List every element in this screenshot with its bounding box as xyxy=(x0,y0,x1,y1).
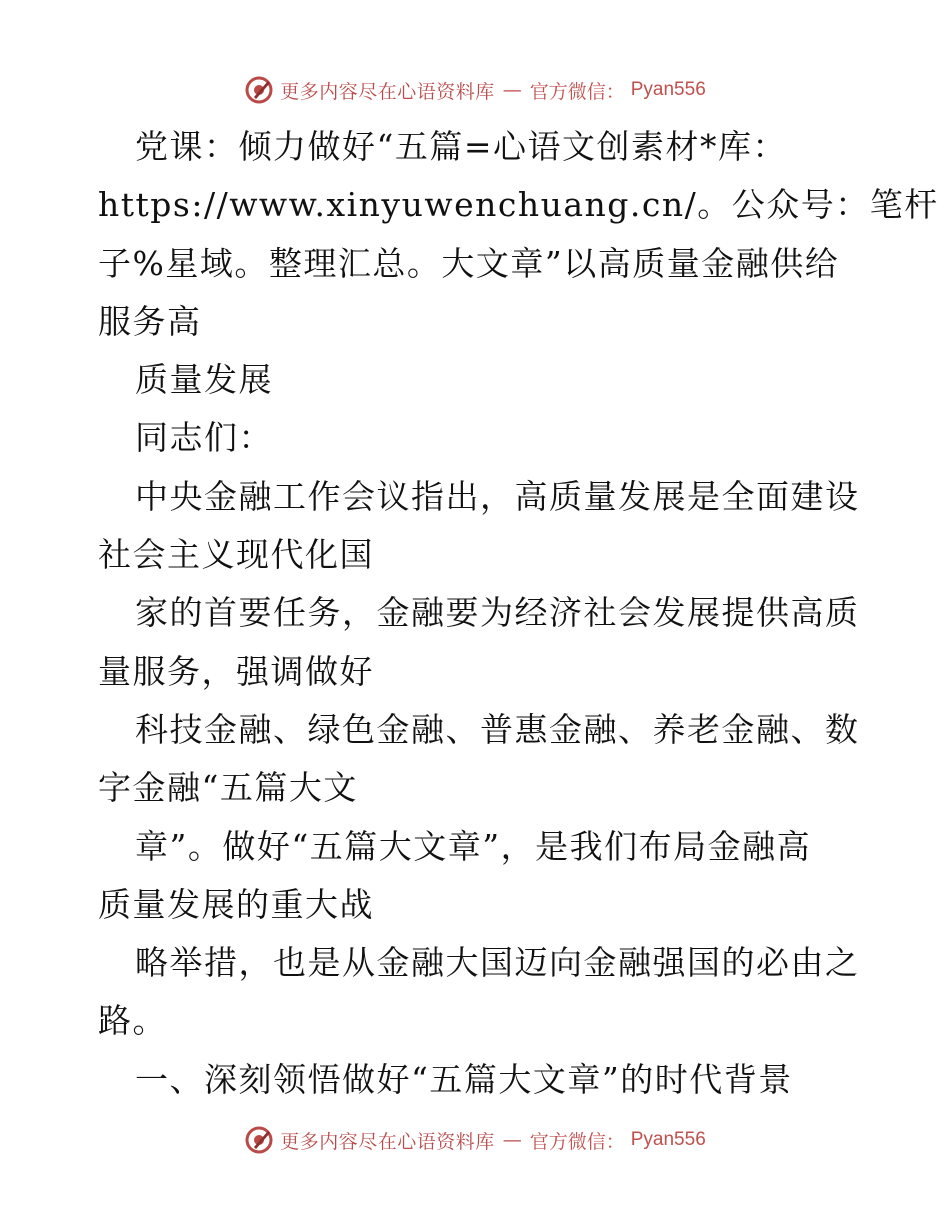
paragraph-line: 质量发展的重大战 xyxy=(98,884,374,924)
paragraph-line: 家的首要任务，金融要为经济社会发展提供高质 xyxy=(135,593,860,633)
document-body xyxy=(98,118,939,1109)
watermark-separator: — xyxy=(502,79,522,101)
section-heading: 一、深刻领悟做好“五篇大文章”的时代背景 xyxy=(135,1059,793,1099)
paragraph-line: 社会主义现代化国 xyxy=(98,535,374,575)
title-line-3: 子%星域。整理汇总。大文章”以高质量金融供给 xyxy=(98,243,840,283)
watermark-wechat-id: Pyan556 xyxy=(630,79,706,100)
watermark-wechat-id: Pyan556 xyxy=(630,1129,706,1150)
title-line-4: 服务高 xyxy=(98,301,202,341)
brand-logo-icon xyxy=(244,1125,274,1155)
paragraph-line: 路。 xyxy=(98,1001,167,1041)
paragraph-line: 章”。做好“五篇大文章”，是我们布局金融高 xyxy=(135,826,812,866)
watermark-text: 更多内容尽在心语资料库 xyxy=(280,1130,495,1153)
header-watermark xyxy=(0,70,950,110)
brand-logo-icon xyxy=(244,75,274,105)
paragraph-line: 略举措，也是从金融大国迈向金融强国的必由之 xyxy=(135,943,860,983)
watermark-label: 官方微信： xyxy=(529,1130,625,1153)
watermark-separator: — xyxy=(502,1129,522,1151)
paragraph-line: 科技金融、绿色金融、普惠金融、养老金融、数 xyxy=(135,709,860,749)
paragraph-line: 量服务，强调做好 xyxy=(98,651,374,691)
title-line-2: https://www.xinyuwenchuang.cn/。公众号：笔杆 xyxy=(98,185,939,225)
salutation: 同志们： xyxy=(135,418,273,458)
paragraph-line: 中央金融工作会议指出，高质量发展是全面建设 xyxy=(135,476,860,516)
subtitle-line: 质量发展 xyxy=(135,360,273,400)
footer-watermark xyxy=(0,1120,950,1160)
title-line-1: 党课：倾力做好“五篇=心语文创素材*库： xyxy=(135,127,788,166)
watermark-label: 官方微信： xyxy=(529,80,625,103)
watermark-text: 更多内容尽在心语资料库 xyxy=(280,80,495,103)
paragraph-line: 字金融“五篇大文 xyxy=(98,768,358,808)
